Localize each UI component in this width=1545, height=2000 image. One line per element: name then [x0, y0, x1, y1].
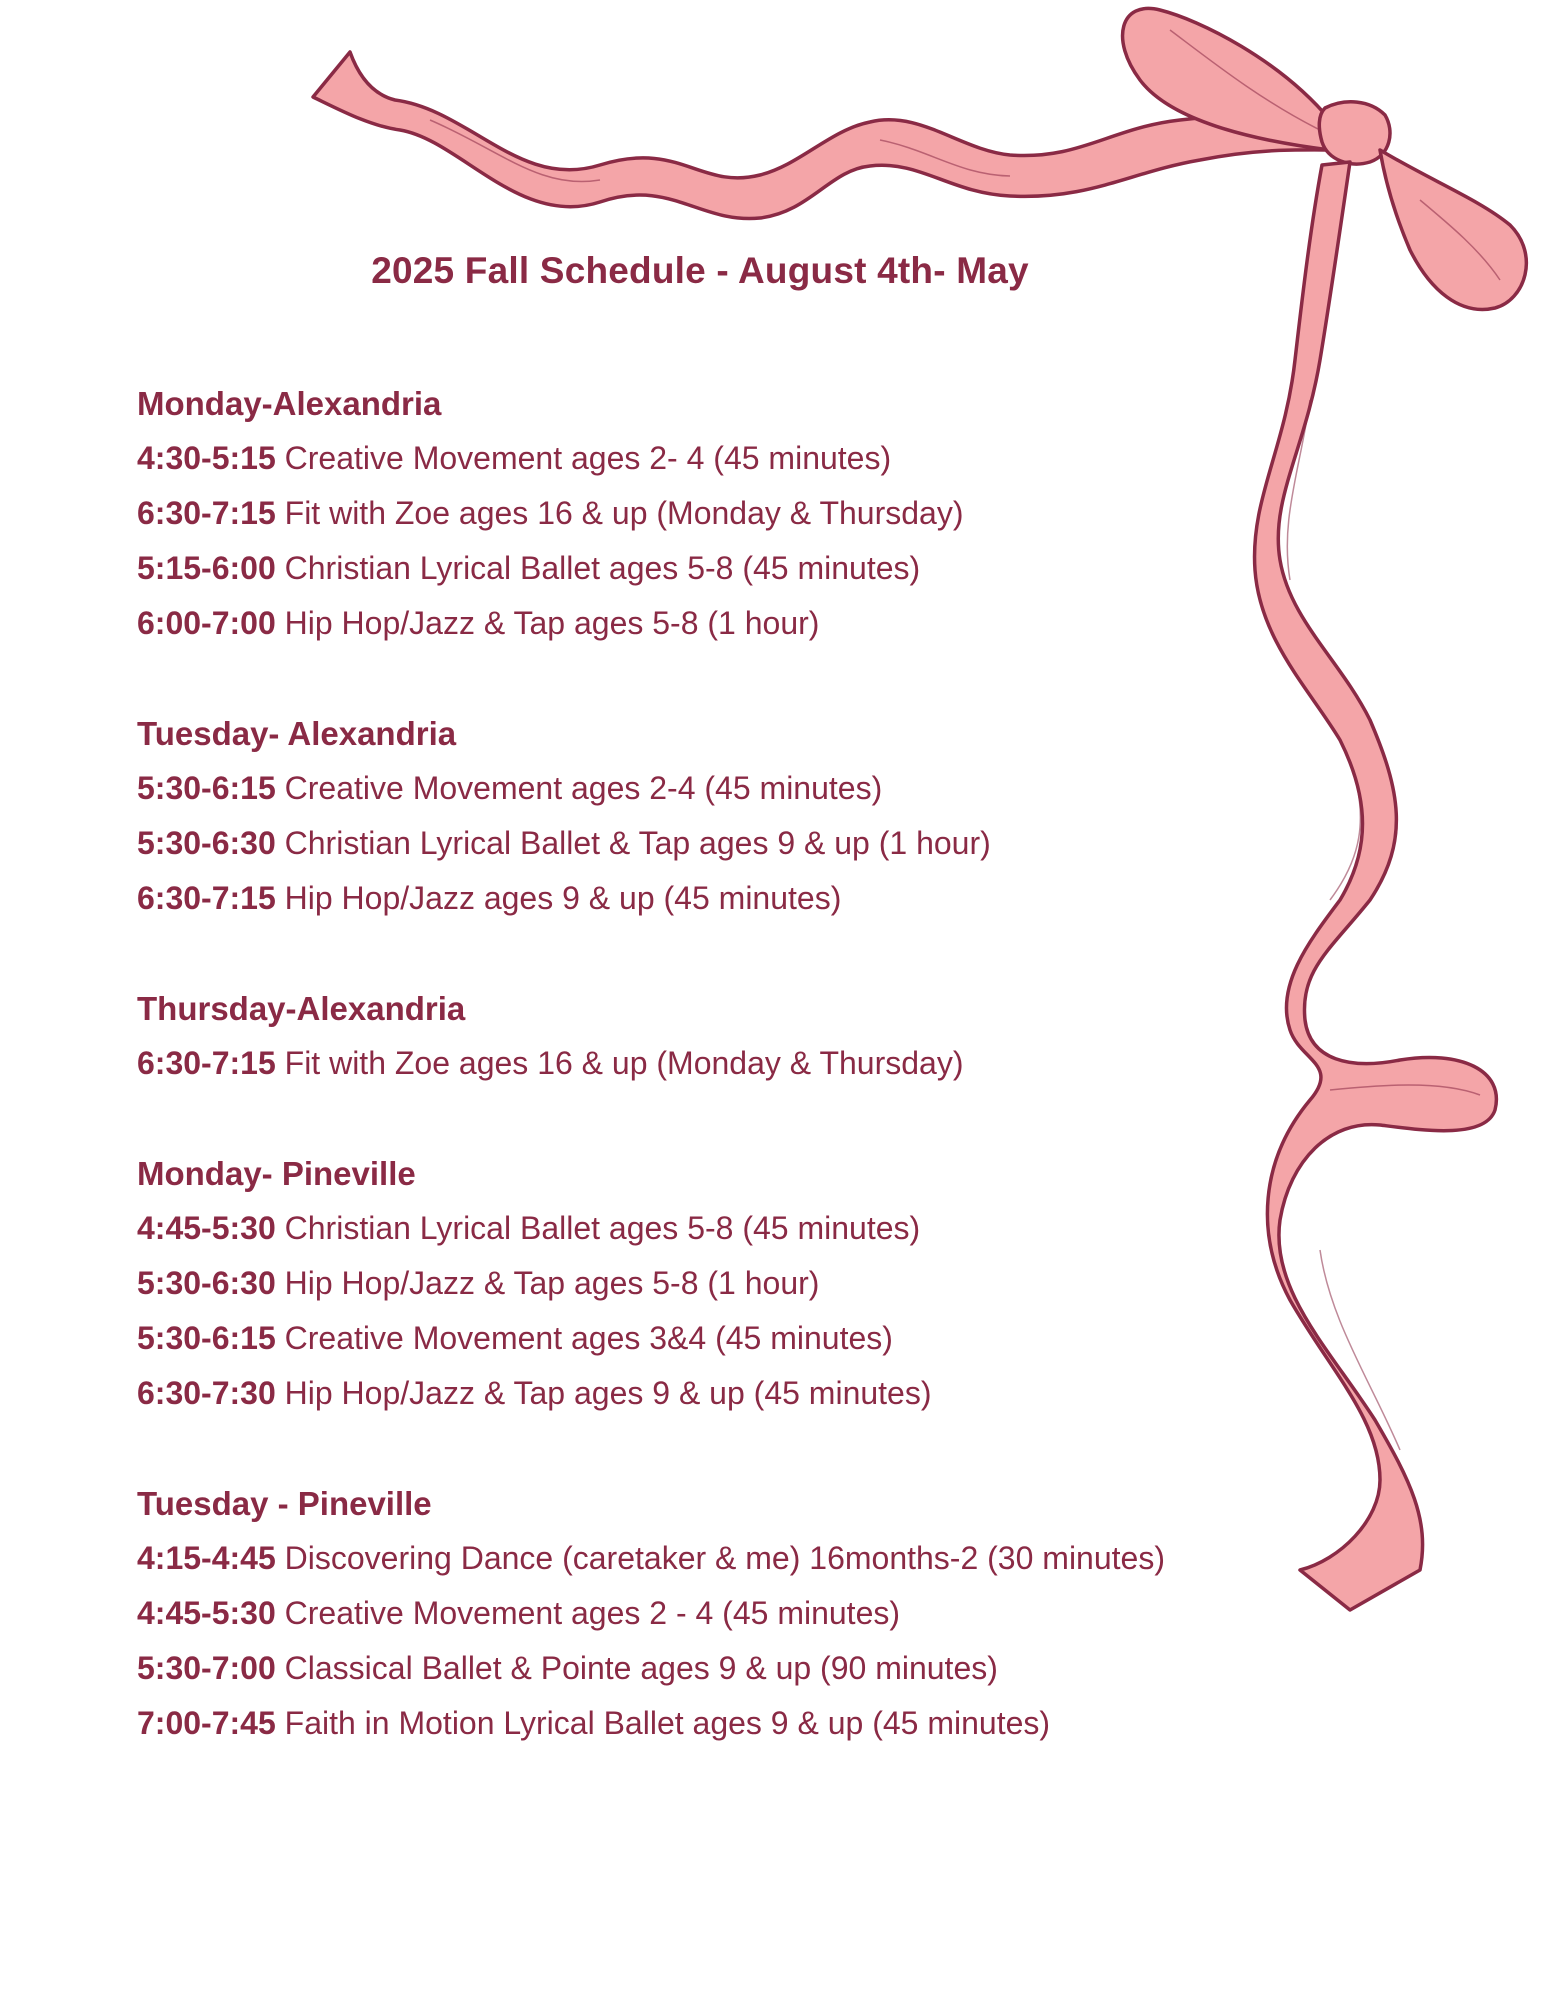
class-time: 4:30-5:15	[137, 440, 276, 476]
class-time: 6:30-7:30	[137, 1375, 276, 1411]
schedule-sections	[137, 376, 1287, 1806]
class-description: Faith in Motion Lyrical Ballet ages 9 & up (45 minutes)	[284, 1705, 1051, 1741]
class-row	[137, 871, 1287, 926]
class-time: 5:30-6:30	[137, 825, 276, 861]
class-row	[137, 486, 1287, 541]
class-description: Christian Lyrical Ballet ages 5-8 (45 minutes)	[284, 1210, 921, 1246]
class-time: 6:00-7:00	[137, 605, 276, 641]
section-tuesday-pineville	[137, 1476, 1287, 1751]
class-description: Creative Movement ages 3&4 (45 minutes)	[284, 1320, 893, 1356]
class-row	[137, 1641, 1287, 1696]
class-row	[137, 1366, 1287, 1421]
class-time: 6:30-7:15	[137, 880, 276, 916]
class-row	[137, 1531, 1287, 1586]
class-row	[137, 1696, 1287, 1751]
class-time: 5:15-6:00	[137, 550, 276, 586]
class-description: Hip Hop/Jazz & Tap ages 9 & up (45 minutes)	[284, 1375, 932, 1411]
section-tuesday-alexandria	[137, 706, 1287, 926]
class-row	[137, 1036, 1287, 1091]
class-description: Hip Hop/Jazz & Tap ages 5-8 (1 hour)	[284, 1265, 820, 1301]
class-description: Creative Movement ages 2- 4 (45 minutes)	[284, 440, 892, 476]
class-row	[137, 431, 1287, 486]
class-row	[137, 1201, 1287, 1256]
class-description: Fit with Zoe ages 16 & up (Monday & Thursday)	[284, 1045, 964, 1081]
class-time: 4:15-4:45	[137, 1540, 276, 1576]
class-description: Christian Lyrical Ballet ages 5-8 (45 minutes)	[284, 550, 921, 586]
section-heading: Monday- Pineville	[137, 1155, 416, 1192]
class-description: Fit with Zoe ages 16 & up (Monday & Thursday)	[284, 495, 964, 531]
class-time: 5:30-6:30	[137, 1265, 276, 1301]
class-description: Discovering Dance (caretaker & me) 16months-2 (30 minutes)	[284, 1540, 1165, 1576]
class-row	[137, 541, 1287, 596]
class-row	[137, 1311, 1287, 1366]
class-row	[137, 1586, 1287, 1641]
section-heading: Monday-Alexandria	[137, 385, 442, 422]
class-row	[137, 761, 1287, 816]
section-thursday-alexandria	[137, 981, 1287, 1091]
section-heading: Tuesday - Pineville	[137, 1485, 432, 1522]
class-row	[137, 816, 1287, 871]
class-row	[137, 1256, 1287, 1311]
class-description: Christian Lyrical Ballet & Tap ages 9 & up (1 hour)	[284, 825, 991, 861]
class-time: 5:30-6:15	[137, 770, 276, 806]
section-monday-alexandria	[137, 376, 1287, 651]
class-time: 7:00-7:45	[137, 1705, 276, 1741]
class-description: Hip Hop/Jazz & Tap ages 5-8 (1 hour)	[284, 605, 820, 641]
class-row	[137, 596, 1287, 651]
class-description: Creative Movement ages 2-4 (45 minutes)	[284, 770, 883, 806]
class-time: 6:30-7:15	[137, 495, 276, 531]
class-description: Classical Ballet & Pointe ages 9 & up (90 minutes)	[284, 1650, 998, 1686]
class-time: 5:30-6:15	[137, 1320, 276, 1356]
class-time: 4:45-5:30	[137, 1210, 276, 1246]
class-time: 4:45-5:30	[137, 1595, 276, 1631]
schedule-title: 2025 Fall Schedule - August 4th- May	[371, 250, 1029, 291]
section-heading: Tuesday- Alexandria	[137, 715, 457, 752]
class-description: Hip Hop/Jazz ages 9 & up (45 minutes)	[284, 880, 842, 916]
class-time: 6:30-7:15	[137, 1045, 276, 1081]
class-description: Creative Movement ages 2 - 4 (45 minutes)	[284, 1595, 901, 1631]
class-time: 5:30-7:00	[137, 1650, 276, 1686]
section-monday-pineville	[137, 1146, 1287, 1421]
section-heading: Thursday-Alexandria	[137, 990, 466, 1027]
